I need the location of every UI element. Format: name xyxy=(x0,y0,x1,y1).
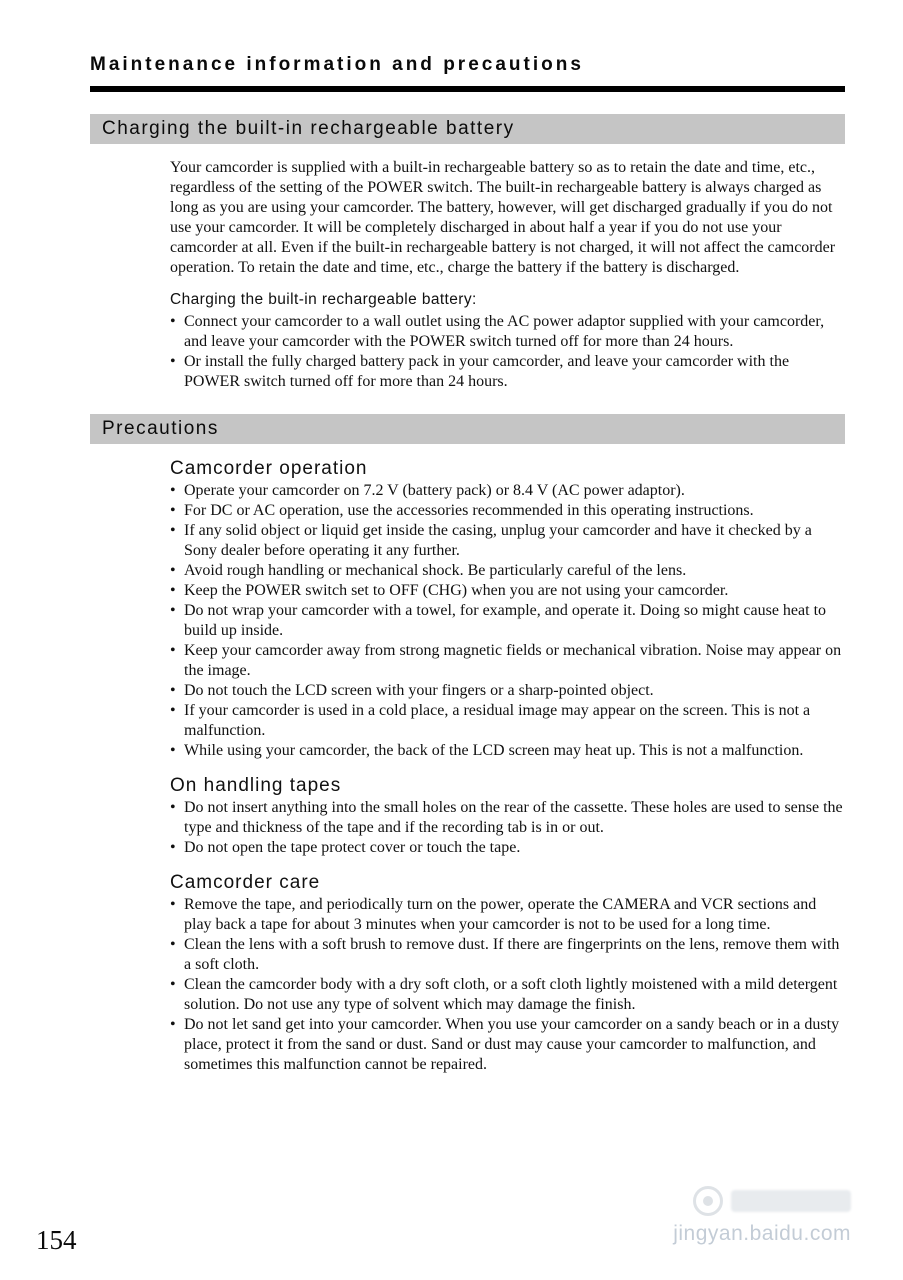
section-heading-precautions: Precautions xyxy=(90,414,845,444)
list-item: • Do not insert anything into the small holes on the rear of the cassette. These holes are used to sense the type and thickness of the tape and if the recording tab is in or out. xyxy=(170,798,845,838)
page-header xyxy=(90,54,845,92)
watermark-logo xyxy=(673,1186,851,1216)
watermark-url: jingyan.baidu.com xyxy=(673,1222,851,1245)
list-item: • If any solid object or liquid get inside the casing, unplug your camcorder and have it checked by a Sony dealer before operating it any further. xyxy=(170,521,845,561)
section-charging xyxy=(0,114,903,392)
section-precautions xyxy=(0,414,903,1075)
page-title: Maintenance information and precautions xyxy=(90,54,584,75)
list-item: • Avoid rough handling or mechanical shock. Be particularly careful of the lens. xyxy=(170,561,845,581)
watermark-logo-text-blur xyxy=(731,1190,851,1212)
list-item: • Do not touch the LCD screen with your fingers or a sharp-pointed object. xyxy=(170,681,845,701)
list-item: • While using your camcorder, the back of the LCD screen may heat up. This is not a malfunction. xyxy=(170,741,845,761)
section-heading-charging: Charging the built-in rechargeable battery xyxy=(90,114,845,144)
subheading-camcorder-care: Camcorder care xyxy=(170,872,321,893)
watermark xyxy=(673,1186,851,1246)
header-rule xyxy=(90,86,845,92)
list-item: • Clean the camcorder body with a dry soft cloth, or a soft cloth lightly moistened with a mild detergent solution. Do not use any type of solvent which may damage the finish. xyxy=(170,975,845,1015)
list-item: • Do not let sand get into your camcorder. When you use your camcorder on a sandy beach or in a dusty place, protect it from the sand or dust. Sand or dust may cause your camcorder to malfunction, and sometimes this malfunction cannot be repaired. xyxy=(170,1015,845,1075)
charging-bullet-list xyxy=(170,312,845,392)
list-item: • Clean the lens with a soft brush to remove dust. If there are fingerprints on the lens, remove them with a soft cloth. xyxy=(170,935,845,975)
list-item: • Do not wrap your camcorder with a towel, for example, and operate it. Doing so might cause heat to build up inside. xyxy=(170,601,845,641)
subheading-handling-tapes: On handling tapes xyxy=(170,775,342,796)
care-bullet-list xyxy=(170,895,845,1075)
operation-bullet-list xyxy=(170,481,845,761)
charging-subheading: Charging the built-in rechargeable battery: xyxy=(170,291,477,308)
list-item: • If your camcorder is used in a cold place, a residual image may appear on the screen. This is not a malfunction. xyxy=(170,701,845,741)
charging-body xyxy=(170,158,845,392)
list-item: • Do not open the tape protect cover or touch the tape. xyxy=(170,838,845,858)
list-item: • For DC or AC operation, use the accessories recommended in this operating instructions. xyxy=(170,501,845,521)
subheading-camcorder-operation: Camcorder operation xyxy=(170,458,368,479)
list-item: • Remove the tape, and periodically turn on the power, operate the CAMERA and VCR sections and play back a tape for about 3 minutes when your camcorder is not to be used for a long time. xyxy=(170,895,845,935)
list-item: • Keep your camcorder away from strong magnetic fields or mechanical vibration. Noise may appear on the image. xyxy=(170,641,845,681)
charging-paragraph: Your camcorder is supplied with a built-in rechargeable battery so as to retain the date and time, etc., regardless of the setting of the POWER switch. The built-in rechargeable battery is always charged as long as you are using your camcorder. The battery, however, will get discharged gradually if you do not use your camcorder. It will be completely discharged in about half a year if you do not use your camcorder at all. Even if the built-in rechargeable battery is not charged, it will not affect the camcorder operation. To retain the date and time, etc., charge the battery if the battery is discharged. xyxy=(170,159,836,276)
precautions-body xyxy=(170,459,845,1075)
list-item: • Or install the fully charged battery pack in your camcorder, and leave your camcorder with the POWER switch turned off for more than 24 hours. xyxy=(170,352,845,392)
list-item: • Connect your camcorder to a wall outlet using the AC power adaptor supplied with your camcorder, and leave your camcorder with the POWER switch turned off for more than 24 hours. xyxy=(170,312,845,352)
list-item: • Operate your camcorder on 7.2 V (battery pack) or 8.4 V (AC power adaptor). xyxy=(170,481,845,501)
page-number: 154 xyxy=(36,1225,77,1255)
list-item: • Keep the POWER switch set to OFF (CHG) when you are not using your camcorder. xyxy=(170,581,845,601)
watermark-logo-icon xyxy=(693,1186,723,1216)
tapes-bullet-list xyxy=(170,798,845,858)
